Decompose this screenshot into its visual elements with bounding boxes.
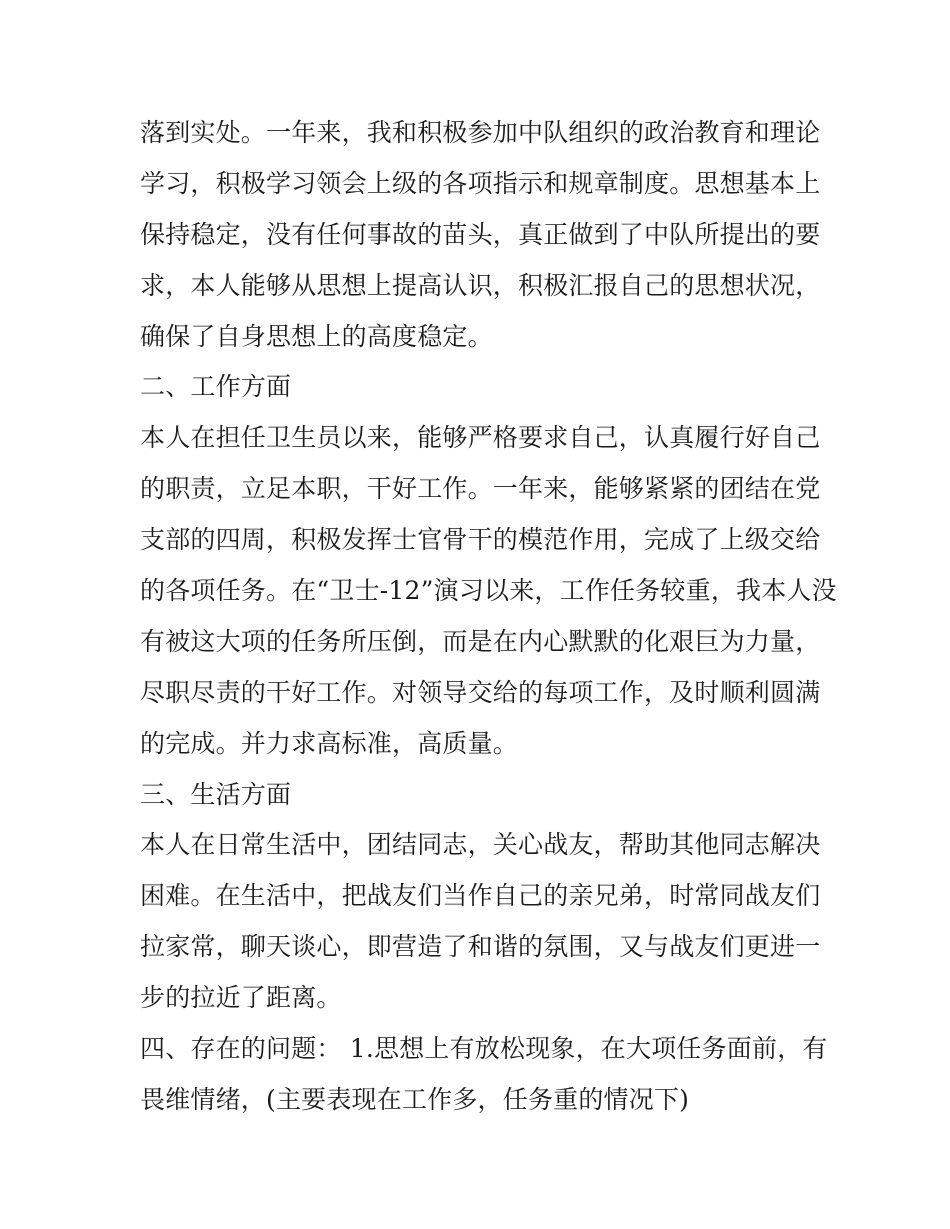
text-line: 本人在日常生活中，团结同志，关心战友，帮助其他同志解决 xyxy=(140,830,821,860)
text-line: 尽职尽责的干好工作。对领导交给的每项工作，及时顺利圆满 xyxy=(140,677,821,707)
section-heading-problems: 四、存在的问题： 1.思想上有放松现象，在大项任务面前，有 xyxy=(140,1034,828,1064)
text-line: 本人在担任卫生员以来，能够严格要求自己，认真履行好自己 xyxy=(140,423,821,453)
text-line: 的完成。并力求高标准，高质量。 xyxy=(140,728,519,758)
section-heading-life: 三、生活方面 xyxy=(140,779,292,809)
text-line: 有被这大项的任务所压倒，而是在内心默默的化艰巨为力量， xyxy=(140,626,821,656)
text-line: 学习，积极学习领会上级的各项指示和规章制度。思想基本上 xyxy=(140,168,821,198)
body-text xyxy=(140,108,837,1126)
text-line: 困难。在生活中，把战友们当作自己的亲兄弟，时常同战友们 xyxy=(140,881,821,911)
text-line: 保持稳定，没有任何事故的苗头，真正做到了中队所提出的要 xyxy=(140,219,821,249)
text-line: 确保了自身思想上的高度稳定。 xyxy=(140,321,493,351)
text-line: 支部的四周，积极发挥士官骨干的模范作用，完成了上级交给 xyxy=(140,525,821,555)
text-line: 拉家常，聊天谈心，即营造了和谐的氛围，又与战友们更进一 xyxy=(140,932,821,962)
text-line: 畏维情绪，(主要表现在工作多，任务重的情况下) xyxy=(140,1084,690,1114)
text-line: 落到实处。一年来，我和积极参加中队组织的政治教育和理论 xyxy=(140,118,821,147)
text-line: 的各项任务。在“卫士-12”演习以来，工作任务较重，我本人没 xyxy=(140,576,837,606)
text-line: 步的拉近了距离。 xyxy=(140,983,342,1013)
section-heading-work: 二、工作方面 xyxy=(140,372,292,402)
text-line: 的职责，立足本职，干好工作。一年来，能够紧紧的团结在党 xyxy=(140,474,821,504)
text-line: 求，本人能够从思想上提高认识，积极汇报自己的思想状况， xyxy=(140,270,821,300)
